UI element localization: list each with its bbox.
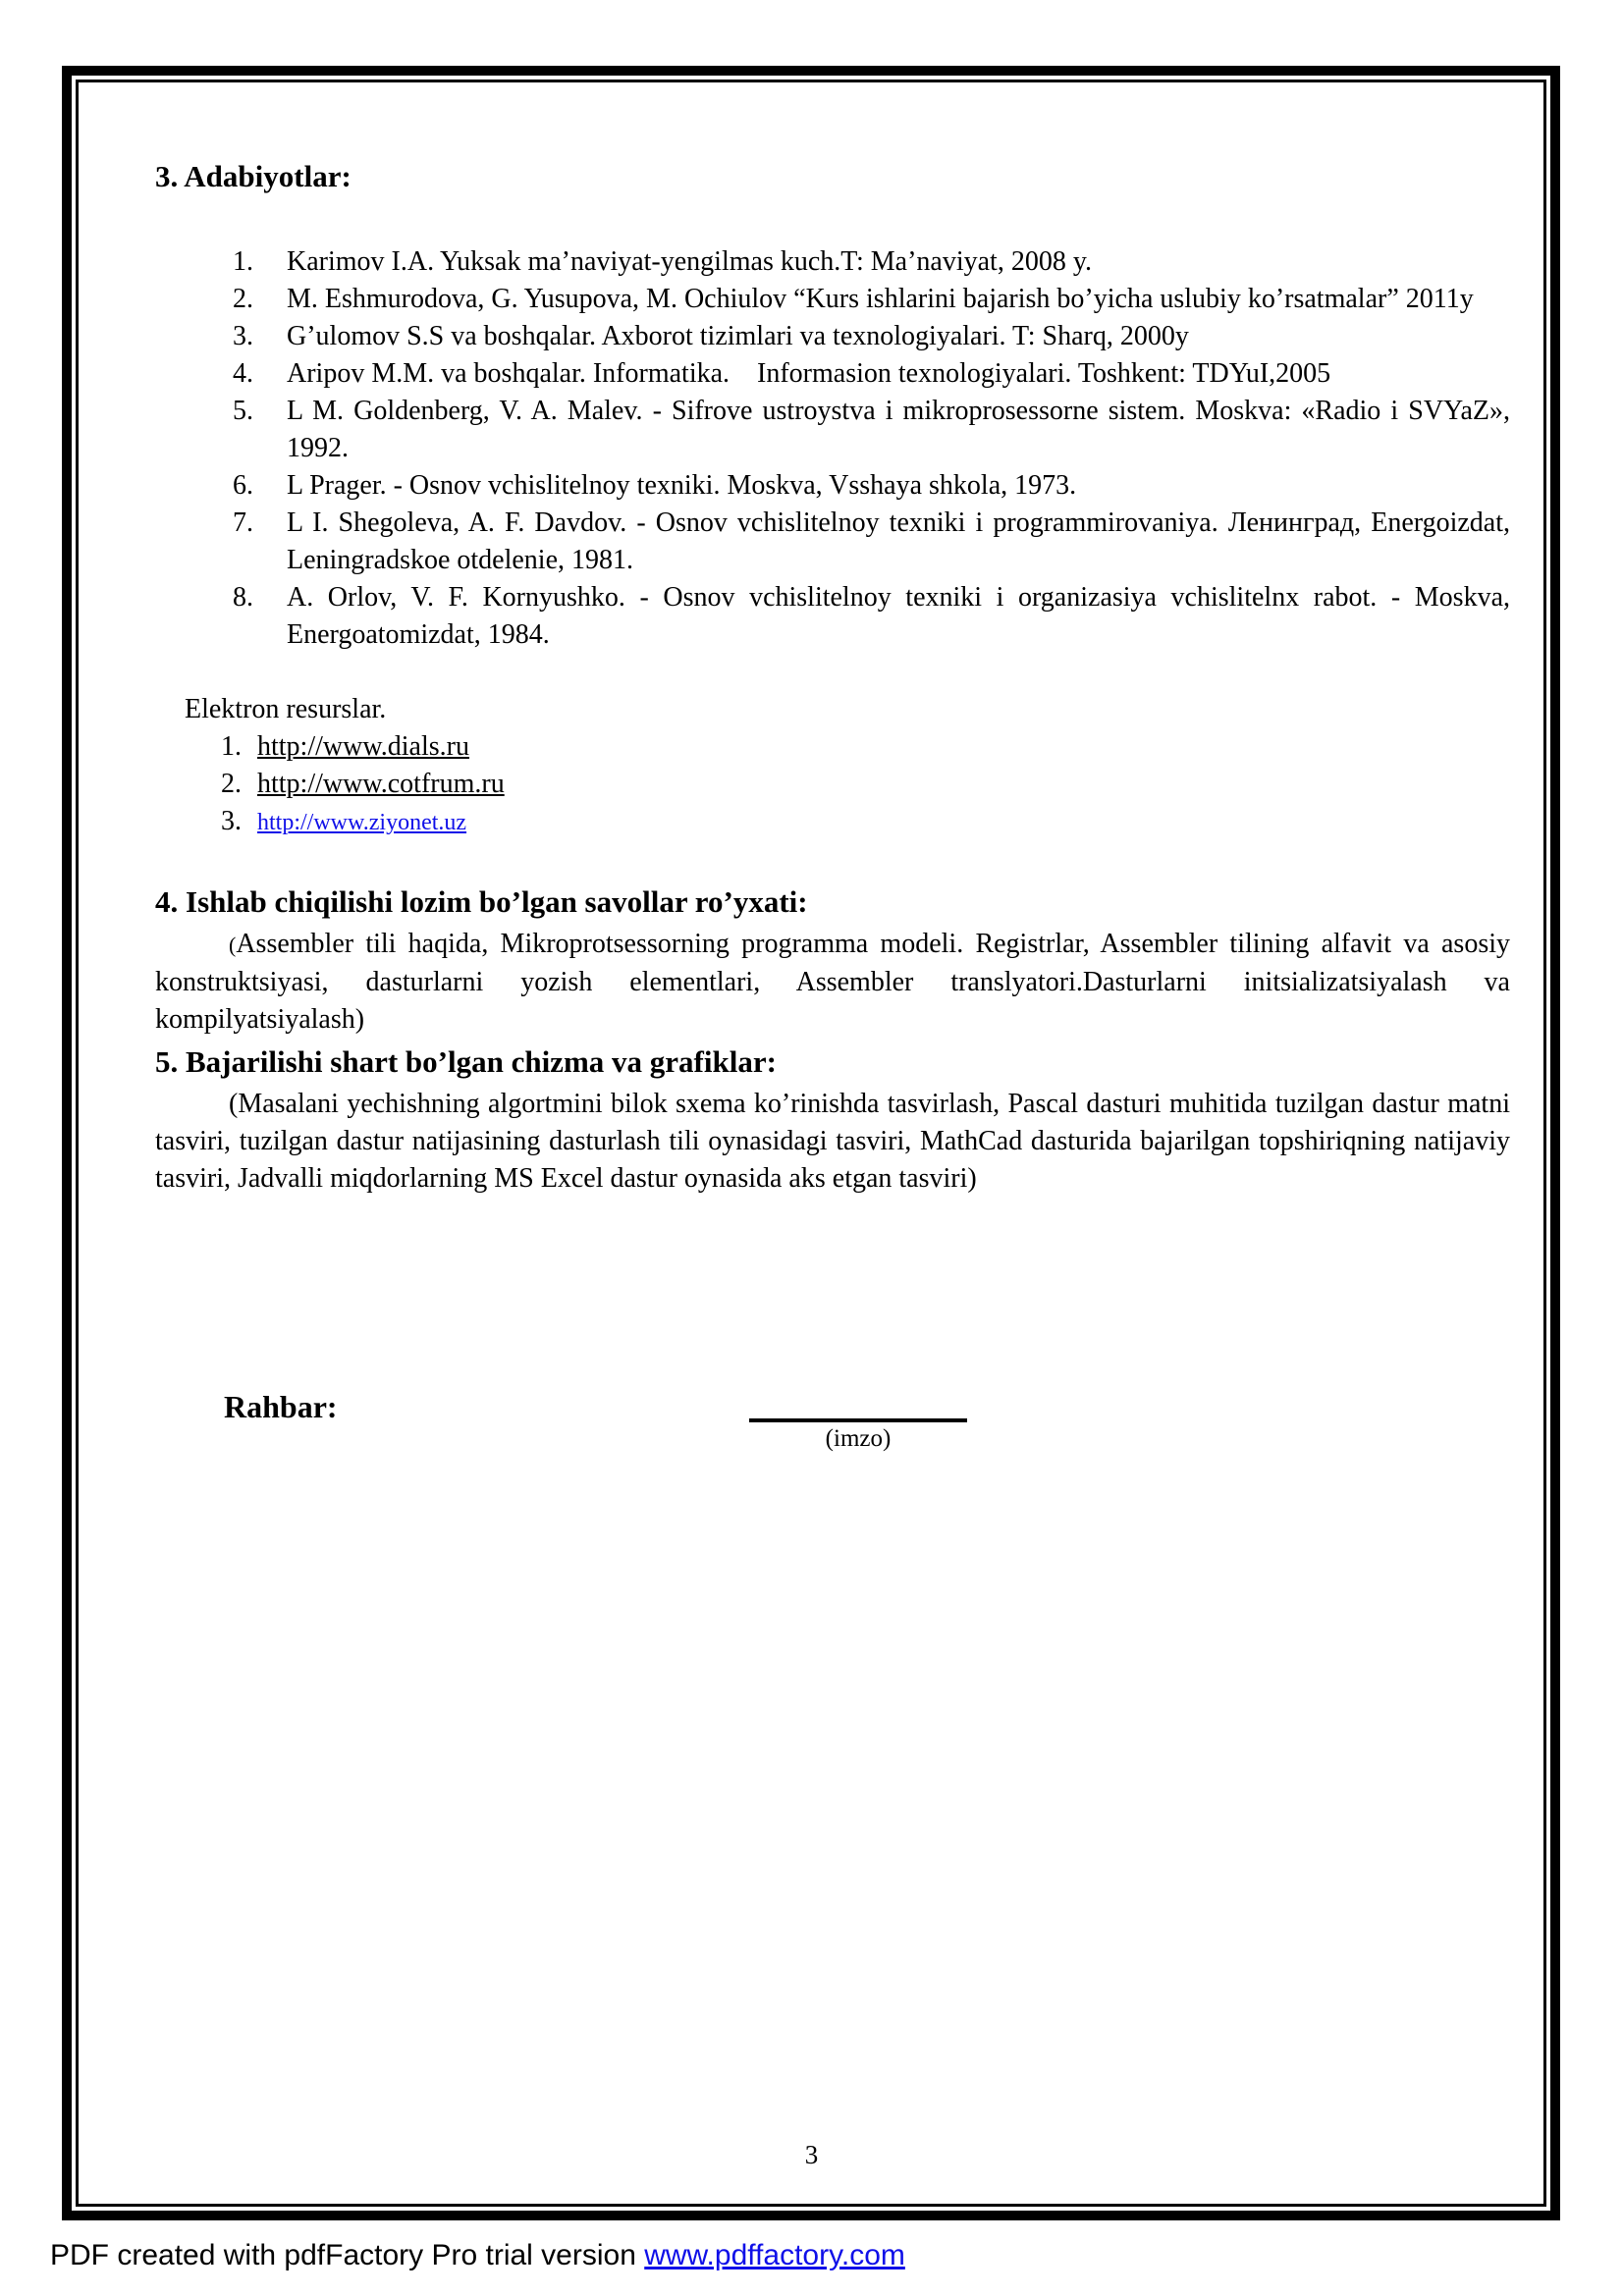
list-item-number: 3. bbox=[221, 806, 242, 836]
bibliography-list bbox=[155, 243, 1510, 654]
signature-line bbox=[749, 1389, 967, 1422]
elektron-links-list bbox=[155, 728, 1510, 841]
list-item bbox=[155, 281, 1510, 318]
list-item-number: 6. bbox=[233, 470, 253, 501]
list-item-number: 4. bbox=[233, 358, 253, 389]
list-item bbox=[155, 766, 1510, 803]
pdffactory-link[interactable]: www.pdffactory.com bbox=[644, 2239, 905, 2271]
signature-row bbox=[155, 1389, 1510, 1477]
list-item-number: 7. bbox=[233, 507, 253, 538]
rahbar-label: Rahbar: bbox=[224, 1389, 338, 1424]
list-item-number: 2. bbox=[221, 769, 242, 799]
list-item-text: M. Eshmurodova, G. Yusupova, M. Ochiulov “Kurs ishlarini bajarish bo’yicha uslubiy ko’rsatmalar” 2011y bbox=[287, 284, 1474, 314]
page-content bbox=[155, 155, 1510, 1198]
list-item bbox=[155, 318, 1510, 355]
list-item bbox=[155, 579, 1510, 654]
link-ziyonet[interactable]: http://www.ziyonet.uz bbox=[257, 810, 467, 835]
section-heading-savollar: 4. Ishlab chiqilishi lozim bo’lgan savollar ro’yxati: bbox=[155, 884, 808, 919]
section-heading-chizma: 5. Bajarilishi shart bo’lgan chizma va grafiklar: bbox=[155, 1044, 777, 1079]
list-item-text: L Prager. - Osnov vchislitelnoy texniki. Moskva, Vsshaya shkola, 1973. bbox=[287, 470, 1077, 501]
open-paren: ( bbox=[229, 933, 237, 957]
elektron-resurslar-label: Elektron resurslar. bbox=[185, 694, 387, 724]
page-number: 3 bbox=[804, 2140, 819, 2169]
list-item bbox=[155, 803, 1510, 841]
list-item-text: Karimov I.A. Yuksak ma’naviyat-yengilmas kuch.T: Ma’naviyat, 2008 y. bbox=[287, 246, 1092, 277]
link-cotfrum[interactable]: http://www.cotfrum.ru bbox=[257, 769, 505, 799]
list-item-text: G’ulomov S.S va boshqalar. Axborot tizimlari va texnologiyalari. T: Sharq, 2000y bbox=[287, 321, 1189, 351]
list-item bbox=[155, 243, 1510, 281]
list-item bbox=[155, 355, 1510, 393]
signature-group bbox=[749, 1389, 967, 1456]
list-item-number: 1. bbox=[233, 246, 253, 277]
savollar-paragraph bbox=[155, 926, 1510, 1039]
list-item-number: 3. bbox=[233, 321, 253, 351]
link-dials[interactable]: http://www.dials.ru bbox=[257, 731, 469, 762]
list-item bbox=[155, 393, 1510, 467]
footer-text: PDF created with pdfFactory Pro trial version bbox=[50, 2239, 645, 2271]
list-item-text: Aripov M.M. va boshqalar. Informatika. Informasion texnologiyalari. Toshkent: TDYuI,2005 bbox=[287, 358, 1331, 389]
section-heading-adabiyotlar: 3. Adabiyotlar: bbox=[155, 159, 352, 193]
imzo-label: (imzo) bbox=[825, 1425, 892, 1452]
list-item-number: 5. bbox=[233, 396, 253, 426]
list-item-text: A. Orlov, V. F. Kornyushko. - Osnov vchislitelnoy texniki i organizasiya vchislitelnx rabot. - Moskva, Energoatomizdat, 1984. bbox=[287, 582, 1510, 650]
chizma-paragraph: (Masalani yechishning algortmini bilok sxema ko’rinishda tasvirlash, Pascal dasturi muhitida tuzilgan dastur matni tasviri, tuzilgan dastur natijasining dasturlash tili oynasidagi tasviri, MathCad dasturida bajarilgan topshiriqning natijaviy tasviri, Jadvalli miqdorlarning MS Excel dastur oynasida aks etgan tasviri) bbox=[155, 1089, 1510, 1194]
list-item-number: 1. bbox=[221, 731, 242, 762]
list-item-number: 2. bbox=[233, 284, 253, 314]
savollar-text: Assembler tili haqida, Mikroprotsessorning programma modeli. Registrlar, Assembler tilining alfavit va asosiy konstruktsiyasi, dasturlarni yozish elementlari, Assembler translyatori.Dasturlarni initsializatsiyalash va kompilyatsiyalash) bbox=[155, 929, 1510, 1035]
list-item-text: L M. Goldenberg, V. A. Malev. - Sifrove ustroystva i mikroprosessorne sistem. Moskva: «Radio i SVYaZ», 1992. bbox=[287, 396, 1510, 463]
list-item bbox=[155, 728, 1510, 766]
list-item bbox=[155, 467, 1510, 505]
list-item-number: 8. bbox=[233, 582, 253, 613]
list-item bbox=[155, 505, 1510, 579]
list-item-text: L I. Shegoleva, A. F. Davdov. - Osnov vchislitelnoy texniki i programmirovaniya. Ленинград, Energoizdat, Leningradskoe otdelenie, 1981. bbox=[287, 507, 1510, 575]
pdf-factory-footer bbox=[50, 2239, 905, 2272]
